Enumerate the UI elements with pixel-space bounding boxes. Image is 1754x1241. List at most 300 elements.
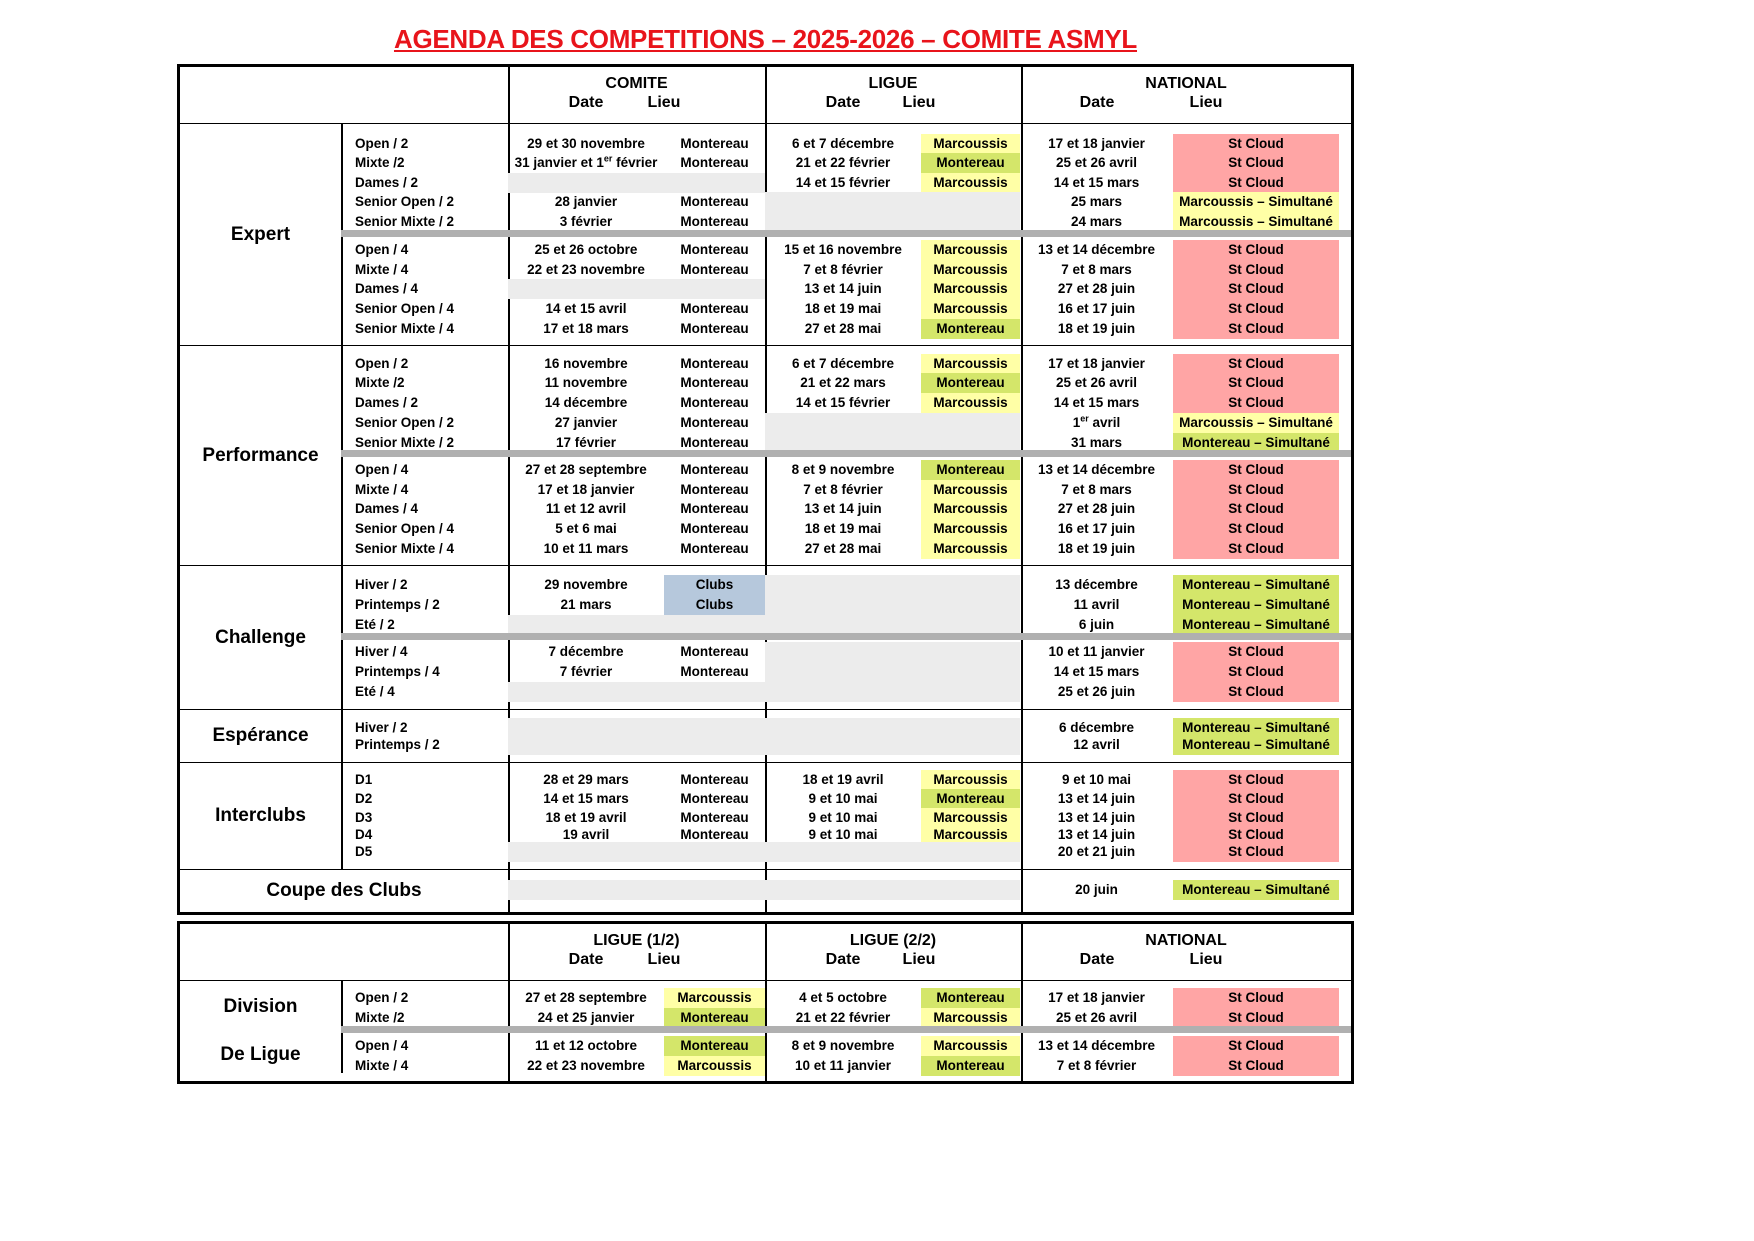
ligue-lieu: Marcoussis — [921, 260, 1020, 280]
ligue-date — [765, 192, 921, 212]
comite-date: 17 et 18 janvier — [537, 482, 635, 497]
national-date: 16 et 17 juin — [1057, 521, 1136, 536]
table-row — [180, 354, 1351, 374]
table-row — [180, 539, 1351, 559]
national-date: 14 et 15 mars — [1053, 175, 1140, 190]
competition-label: Printemps / 2 — [355, 737, 440, 752]
ligue-date: 27 et 28 mai — [804, 321, 882, 336]
national-lieu: Montereau – Simultané — [1173, 595, 1339, 615]
ligue-lieu — [921, 842, 1020, 862]
table-row — [180, 499, 1351, 519]
ligue-lieu — [921, 212, 1020, 232]
ligue-date: 9 et 10 mai — [808, 827, 878, 842]
block-separator — [341, 450, 1351, 457]
comite-lieu: Montereau — [680, 791, 749, 806]
competition-label: Dames / 4 — [355, 281, 419, 296]
competition-label: Open / 2 — [355, 136, 409, 151]
table-row — [180, 519, 1351, 539]
comite-date: 21 mars — [560, 597, 612, 612]
ligue-lieu — [921, 682, 1020, 702]
header-group-1 — [508, 924, 765, 980]
table-row — [180, 988, 1351, 1008]
comite-date: 5 et 6 mai — [555, 521, 617, 536]
comite-lieu: Montereau — [680, 301, 749, 316]
national-lieu: St Cloud — [1173, 260, 1339, 280]
competition-label: Senior Mixte / 4 — [355, 321, 455, 336]
competition-label: Mixte / 4 — [355, 1058, 409, 1073]
competition-label: Senior Mixte / 2 — [355, 214, 455, 229]
ligue-date — [765, 595, 921, 615]
comite-lieu — [664, 880, 765, 900]
national-date: 11 avril — [1073, 597, 1120, 612]
comite-date: 27 et 28 septembre — [525, 990, 647, 1005]
competition-label: Senior Open / 4 — [355, 301, 455, 316]
header-group-2 — [765, 924, 1021, 980]
comite-lieu — [664, 842, 765, 862]
ligue-lieu: Marcoussis — [921, 299, 1020, 319]
comite-lieu: Montereau — [664, 1036, 765, 1056]
competition-label: Hiver / 2 — [355, 720, 408, 735]
national-lieu: Montereau – Simultané — [1173, 575, 1339, 595]
comite-lieu: Montereau — [680, 772, 749, 787]
ligue-date: 7 et 8 février — [803, 262, 883, 277]
national-lieu: St Cloud — [1173, 393, 1339, 413]
ligue-lieu: Montereau — [921, 789, 1020, 809]
competition-label: Senior Mixte / 4 — [355, 541, 455, 556]
comite-lieu: Marcoussis — [664, 1056, 765, 1076]
national-lieu: Montereau – Simultané — [1173, 615, 1339, 635]
column-divider — [508, 924, 510, 980]
ligue-date: 27 et 28 mai — [804, 541, 882, 556]
table-row — [180, 460, 1351, 480]
national-date: 20 juin — [1075, 882, 1118, 897]
section-expert — [180, 124, 1351, 346]
national-lieu: St Cloud — [1173, 682, 1339, 702]
comite-date: 10 et 11 mars — [543, 541, 629, 556]
category-label-line: Division — [223, 996, 298, 1017]
national-lieu: St Cloud — [1173, 770, 1339, 790]
ligue-lieu: Marcoussis — [921, 539, 1020, 559]
national-date: 6 décembre — [1058, 720, 1135, 735]
ligue-lieu — [921, 192, 1020, 212]
header-group-3 — [1021, 67, 1351, 123]
table-row — [180, 192, 1351, 212]
block-separator — [341, 1026, 1351, 1033]
table-row — [180, 770, 1351, 790]
national-date: 7 et 8 mars — [1061, 262, 1132, 277]
comite-date: 7 février — [559, 664, 613, 679]
ligue-date: 18 et 19 avril — [802, 772, 884, 787]
national-lieu: St Cloud — [1173, 642, 1339, 662]
comite-date — [508, 735, 664, 755]
competition-label: Open / 4 — [355, 462, 409, 477]
national-date: 25 et 26 avril — [1055, 155, 1138, 170]
national-date: 7 et 8 mars — [1061, 482, 1132, 497]
comite-lieu: Montereau — [680, 501, 749, 516]
comite-lieu — [664, 682, 765, 702]
competition-label: Senior Mixte / 2 — [355, 435, 455, 450]
national-date: 27 et 28 juin — [1057, 501, 1136, 516]
header-group-title: NATIONAL — [1145, 932, 1227, 949]
ligue-date — [765, 880, 921, 900]
comite-lieu: Montereau — [680, 435, 749, 450]
header-date-label: Date — [1079, 94, 1115, 111]
comite-lieu — [664, 173, 765, 193]
national-lieu: St Cloud — [1173, 539, 1339, 559]
comite-lieu: Montereau — [680, 664, 749, 679]
date-text: 1 — [1072, 415, 1081, 430]
header-group-title: COMITE — [605, 75, 668, 92]
date-text-end: avril — [1088, 415, 1121, 430]
national-lieu: St Cloud — [1173, 1056, 1339, 1076]
table-row — [180, 480, 1351, 500]
category-label-line: De Ligue — [220, 1044, 301, 1065]
table-row — [180, 240, 1351, 260]
competition-label: Senior Open / 4 — [355, 521, 455, 536]
page-title: AGENDA DES COMPETITIONS – 2025-2026 – COMITE ASMYL — [393, 24, 1138, 54]
national-lieu: St Cloud — [1173, 1008, 1339, 1028]
table-row — [180, 842, 1351, 862]
national-date: 13 et 14 juin — [1057, 791, 1136, 806]
ligue-date: 15 et 16 novembre — [784, 242, 902, 257]
national-lieu: St Cloud — [1173, 134, 1339, 154]
comite-lieu: Montereau — [680, 395, 749, 410]
competition-label: Open / 4 — [355, 1038, 409, 1053]
national-date: 25 et 26 avril — [1055, 375, 1138, 390]
ligue-lieu — [921, 642, 1020, 662]
comite-date: 27 et 28 septembre — [525, 462, 647, 477]
comite-lieu: Clubs — [664, 575, 765, 595]
comite-date: 28 janvier — [554, 194, 618, 209]
comite-date: 7 décembre — [548, 644, 624, 659]
comite-lieu: Montereau — [680, 136, 749, 151]
national-lieu: Marcoussis – Simultané — [1173, 212, 1339, 232]
header-group-title: LIGUE (1/2) — [593, 932, 680, 949]
section-esp-rance — [180, 710, 1351, 763]
comite-lieu: Montereau — [680, 521, 749, 536]
comite-date: 11 et 12 avril — [545, 501, 627, 516]
national-lieu: St Cloud — [1173, 825, 1339, 845]
header-date-label: Date — [568, 951, 604, 968]
ligue-date: 21 et 22 février — [795, 155, 891, 170]
competition-label: Eté / 4 — [355, 684, 395, 699]
table-row — [180, 615, 1351, 635]
category-label: Espérance — [212, 725, 309, 746]
comite-lieu: Montereau — [680, 214, 749, 229]
competition-label: Mixte / 4 — [355, 482, 409, 497]
block-separator — [341, 230, 1351, 237]
national-date: 18 et 19 juin — [1057, 541, 1136, 556]
ligue-lieu — [921, 615, 1020, 635]
comite-date: 3 février — [559, 214, 613, 229]
ligue-date: 18 et 19 mai — [804, 521, 882, 536]
national-date: 14 et 15 mars — [1053, 664, 1140, 679]
competition-label: Dames / 4 — [355, 501, 419, 516]
header-lieu-label: Lieu — [647, 94, 681, 111]
national-date: 13 décembre — [1055, 577, 1138, 592]
ligue-date — [765, 682, 921, 702]
ligue-lieu — [921, 595, 1020, 615]
comite-lieu: Clubs — [664, 595, 765, 615]
comite-date: 22 et 23 novembre — [527, 262, 645, 277]
competition-label: Mixte /2 — [355, 1010, 405, 1025]
comite-date — [508, 615, 664, 635]
table-row — [180, 279, 1351, 299]
table-row — [180, 173, 1351, 193]
national-lieu: St Cloud — [1173, 240, 1339, 260]
national-date: 25 mars — [1070, 194, 1123, 209]
header-lieu-label: Lieu — [1189, 951, 1223, 968]
national-date: 7 et 8 février — [1056, 1058, 1137, 1073]
comite-lieu: Montereau — [680, 262, 749, 277]
competition-label: D4 — [355, 827, 373, 842]
national-date: 27 et 28 juin — [1057, 281, 1136, 296]
comite-date: 18 et 19 avril — [545, 810, 627, 825]
ligue-date: 18 et 19 mai — [804, 301, 882, 316]
comite-date: 14 et 15 avril — [545, 301, 627, 316]
ligue-lieu — [921, 413, 1020, 433]
ligue-date: 6 et 7 décembre — [791, 136, 895, 151]
header-group-title: LIGUE — [868, 75, 918, 92]
comite-date — [508, 880, 664, 900]
national-lieu: St Cloud — [1173, 319, 1339, 339]
comite-lieu: Montereau — [680, 810, 749, 825]
ligue-date: 21 et 22 mars — [800, 375, 886, 390]
ligue-date: 9 et 10 mai — [808, 791, 878, 806]
date-superscript: er — [1080, 413, 1089, 424]
category-label: Challenge — [215, 626, 306, 648]
comite-lieu: Montereau — [680, 356, 749, 371]
column-divider — [1021, 924, 1023, 980]
table-body — [180, 67, 1351, 912]
table-row — [180, 299, 1351, 319]
competition-label: D1 — [355, 772, 373, 787]
header-group-title: LIGUE (2/2) — [849, 932, 937, 949]
ligue-lieu — [921, 880, 1020, 900]
ligue-lieu: Marcoussis — [921, 770, 1020, 790]
competitions-table — [177, 64, 1354, 915]
header-group-1 — [508, 67, 765, 123]
comite-date: 29 et 30 novembre — [527, 136, 645, 151]
ligue-lieu: Marcoussis — [921, 240, 1020, 260]
section-challenge — [180, 566, 1351, 710]
national-date: 13 et 14 juin — [1057, 810, 1136, 825]
ligue-lieu: Montereau — [921, 460, 1020, 480]
national-date: 10 et 11 janvier — [1048, 644, 1145, 659]
table-row — [180, 880, 1351, 900]
table-row — [180, 260, 1351, 280]
ligue-date: 4 et 5 octobre — [799, 990, 887, 1005]
ligue-date: 13 et 14 juin — [804, 501, 882, 516]
national-lieu: Montereau – Simultané — [1173, 718, 1339, 738]
national-lieu: St Cloud — [1173, 373, 1339, 393]
competition-label: Senior Open / 2 — [355, 415, 455, 430]
table-header — [180, 67, 1351, 124]
table-row — [180, 789, 1351, 809]
header-lieu-label: Lieu — [902, 951, 936, 968]
national-date: 16 et 17 juin — [1057, 301, 1136, 316]
comite-lieu — [664, 615, 765, 635]
ligue-lieu: Marcoussis — [921, 519, 1020, 539]
table-row — [180, 1036, 1351, 1056]
comite-lieu — [664, 735, 765, 755]
national-date: 13 et 14 décembre — [1037, 1038, 1156, 1053]
ligue-lieu — [921, 575, 1020, 595]
comite-date: 22 et 23 novembre — [527, 1058, 645, 1073]
national-lieu: St Cloud — [1173, 1036, 1339, 1056]
comite-date: 16 novembre — [544, 356, 628, 371]
comite-date: 14 décembre — [544, 395, 628, 410]
comite-date: 19 avril — [562, 827, 610, 842]
table-row — [180, 735, 1351, 755]
competition-label: Dames / 2 — [355, 175, 419, 190]
header-lieu-label: Lieu — [1189, 94, 1223, 111]
column-divider — [765, 924, 767, 980]
ligue-lieu — [921, 662, 1020, 682]
national-lieu: St Cloud — [1173, 789, 1339, 809]
ligue-date: 21 et 22 février — [795, 1010, 891, 1025]
national-lieu: St Cloud — [1173, 279, 1339, 299]
comite-lieu: Montereau — [680, 415, 749, 430]
comite-date: 14 et 15 mars — [543, 791, 629, 806]
ligue-date: 8 et 9 novembre — [791, 1038, 895, 1053]
national-date: 24 mars — [1070, 214, 1123, 229]
comite-lieu: Montereau — [680, 462, 749, 477]
category-label: Expert — [230, 223, 291, 245]
national-lieu: St Cloud — [1173, 173, 1339, 193]
comite-date: 29 novembre — [544, 577, 628, 592]
comite-date — [508, 842, 664, 862]
national-lieu: Marcoussis – Simultané — [1173, 192, 1339, 212]
competition-label: Mixte /2 — [355, 375, 405, 390]
ligue-lieu: Marcoussis — [921, 134, 1020, 154]
table-row — [180, 1008, 1351, 1028]
ligue-lieu: Montereau — [921, 988, 1020, 1008]
table-row — [180, 662, 1351, 682]
ligue-date: 9 et 10 mai — [808, 810, 878, 825]
ligue-date: 13 et 14 juin — [804, 281, 882, 296]
comite-lieu: Montereau — [664, 1008, 765, 1028]
table-row — [180, 153, 1351, 173]
national-lieu: St Cloud — [1173, 842, 1339, 862]
competition-label: D3 — [355, 810, 373, 825]
date-text: 31 janvier et 1 — [514, 155, 604, 170]
comite-lieu: Montereau — [680, 644, 749, 659]
national-lieu: Montereau – Simultané — [1173, 433, 1339, 453]
ligue-date: 10 et 11 janvier — [794, 1058, 892, 1073]
ligue-lieu: Marcoussis — [921, 808, 1020, 828]
table-row — [180, 642, 1351, 662]
comite-lieu: Montereau — [680, 242, 749, 257]
national-date: 13 et 14 décembre — [1037, 462, 1156, 477]
ligue-date — [765, 842, 921, 862]
ligue-date — [765, 642, 921, 662]
national-lieu: St Cloud — [1173, 299, 1339, 319]
table-row — [180, 393, 1351, 413]
competition-label: Hiver / 4 — [355, 644, 408, 659]
header-group-2 — [765, 67, 1021, 123]
national-date — [1021, 413, 1172, 433]
ligue-lieu: Marcoussis — [921, 480, 1020, 500]
ligue-date — [765, 662, 921, 682]
comite-lieu: Montereau — [680, 194, 749, 209]
header-date-label: Date — [825, 94, 861, 111]
national-lieu: St Cloud — [1173, 460, 1339, 480]
national-lieu: St Cloud — [1173, 354, 1339, 374]
comite-lieu: Montereau — [680, 827, 749, 842]
competition-label: Printemps / 4 — [355, 664, 440, 679]
comite-date: 17 et 18 mars — [543, 321, 629, 336]
national-date: 25 et 26 juin — [1057, 684, 1136, 699]
national-date: 20 et 21 juin — [1057, 844, 1136, 859]
competition-label: Hiver / 2 — [355, 577, 408, 592]
national-lieu: Montereau – Simultané — [1173, 735, 1339, 755]
national-lieu: St Cloud — [1173, 499, 1339, 519]
ligue-date — [765, 735, 921, 755]
section-performance — [180, 346, 1351, 566]
ligue-lieu: Marcoussis — [921, 393, 1020, 413]
category-label: Coupe des Clubs — [266, 880, 422, 901]
ligue-lieu: Montereau — [921, 1056, 1020, 1076]
comite-lieu: Montereau — [680, 155, 749, 170]
category-label: Performance — [202, 444, 319, 466]
header-date-label: Date — [568, 94, 604, 111]
comite-lieu: Montereau — [680, 541, 749, 556]
header-group-title: NATIONAL — [1145, 75, 1227, 92]
national-date: 6 juin — [1078, 617, 1115, 632]
table-row — [180, 413, 1351, 433]
competition-label: D5 — [355, 844, 373, 859]
comite-date: 27 janvier — [554, 415, 618, 430]
section-interclubs — [180, 763, 1351, 870]
ligue-date — [765, 212, 921, 232]
national-date: 12 avril — [1073, 737, 1120, 752]
competition-label: Printemps / 2 — [355, 597, 440, 612]
national-lieu: St Cloud — [1173, 808, 1339, 828]
ligue-lieu: Montereau — [921, 153, 1020, 173]
ligue-date: 8 et 9 novembre — [791, 462, 895, 477]
ligue-date: 7 et 8 février — [803, 482, 883, 497]
header-lieu-label: Lieu — [647, 951, 681, 968]
table-row — [180, 1056, 1351, 1076]
table-header — [180, 924, 1351, 981]
competition-label: Mixte / 4 — [355, 262, 409, 277]
comite-date: 24 et 25 janvier — [537, 1010, 635, 1025]
column-divider — [765, 67, 767, 123]
national-date: 17 et 18 janvier — [1048, 990, 1145, 1005]
table-row — [180, 682, 1351, 702]
comite-lieu: Marcoussis — [664, 988, 765, 1008]
competition-label: Mixte /2 — [355, 155, 405, 170]
competition-label: Open / 2 — [355, 990, 409, 1005]
competition-label: D2 — [355, 791, 373, 806]
comite-date: 11 novembre — [544, 375, 628, 390]
ligue-lieu: Montereau — [921, 319, 1020, 339]
date-superscript: er — [603, 153, 613, 164]
ligue-date: 14 et 15 février — [795, 395, 891, 410]
header-date-label: Date — [825, 951, 861, 968]
ligue-date — [765, 615, 921, 635]
division-ligue-table — [177, 921, 1354, 1084]
competition-label: Eté / 2 — [355, 617, 395, 632]
ligue-date — [765, 413, 921, 433]
ligue-date: 6 et 7 décembre — [791, 356, 895, 371]
comite-lieu — [664, 279, 765, 299]
comite-date — [508, 279, 664, 299]
ligue-lieu: Marcoussis — [921, 499, 1020, 519]
national-date: 13 et 14 juin — [1057, 827, 1136, 842]
ligue-lieu: Marcoussis — [921, 1036, 1020, 1056]
